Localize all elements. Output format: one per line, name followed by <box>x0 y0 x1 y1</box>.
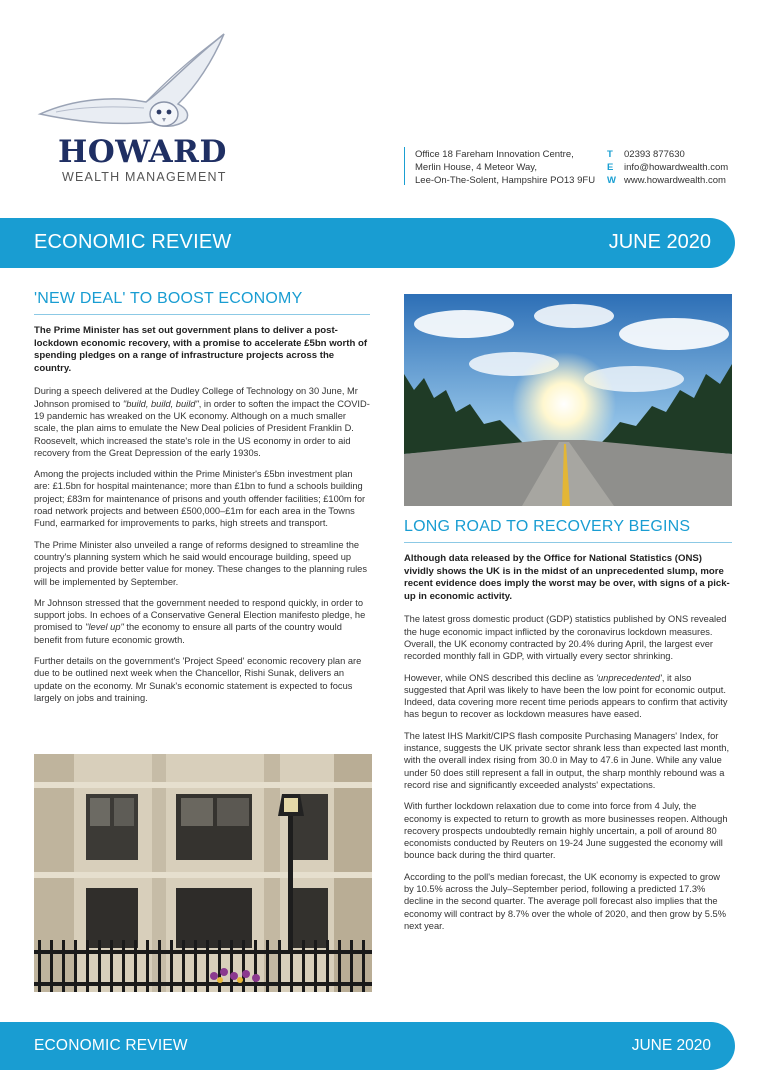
road-photo <box>404 294 732 506</box>
article-paragraph: However, while ONS described this decline as 'unprecedented', it also suggested that April was likely to have been the low point for economic output. Indeed, data covering more recent time periods appears to confirm that activity has begun to recover as lockdown measures have eased. <box>404 672 728 720</box>
article-paragraph: The Prime Minister also unveiled a range of reforms designed to streamline the country's planning system which he said would encourage building, speed up projects and provide better value for money. These changes to the planning rules will be implemented by September. <box>34 539 367 587</box>
company-logo <box>36 28 236 188</box>
article-long-road <box>404 294 732 941</box>
contact-key: E <box>607 162 614 174</box>
article-paragraph: Among the projects included within the Prime Minister's £5bn investment plan are: £1.5bn for hospital maintenance; more than £1bn to fund a schools building project; £83m for maintenance of prisons and youth offender facilities; £100m for road network projects and between £500,000–£1m for each area in the Towns Fund, earmarked for improvements to parks, high streets and transport. <box>34 469 366 529</box>
article-new-deal <box>34 290 370 713</box>
footer-date: JUNE 2020 <box>631 1037 711 1054</box>
article-paragraph: The latest gross domestic product (GDP) statistics published by ONS revealed the huge economic impact inflicted by the coronavirus lockdown measures. Overall, the UK economy contracted by 20.4% during April, the largest ever recorded monthly fall in GDP, with virtually every sector shrinking. <box>404 614 727 662</box>
article-paragraph: According to the poll's median forecast, the UK economy is expected to grow by 10.5% across the July–September period, following a predicted 17.3% decline in the second quarter. The average poll forecast also implies that the economy will contract by 8.7% over the whole of 2020, and then grow by 5.5% next year. <box>404 871 726 931</box>
contact-divider <box>404 147 405 185</box>
owl-icon <box>36 28 236 148</box>
article-paragraph: The latest IHS Markit/CIPS flash composite Purchasing Managers' Index, for instance, suggests the UK private sector shrank less than expected last month, with the overall index rising from 30.0 in May to 47.6 in June. While any value under 50 does still represent a fall in output, the sharp monthly rebound was a record rise and significantly exceeded analysts' expectations. <box>404 730 730 790</box>
banner-date: JUNE 2020 <box>608 231 711 253</box>
contact-email <box>607 161 728 174</box>
article-paragraph: Mr Johnson stressed that the government needed to respond quickly, in order to support jobs. In echoes of a Conservative General Election manifesto pledge, he promised to "level up" the economy to ensure all parts of the country would benefit from future economic growth. <box>34 597 366 645</box>
banner-title: ECONOMIC REVIEW <box>34 231 232 253</box>
article-heading: LONG ROAD TO RECOVERY BEGINS <box>404 518 732 543</box>
footer-title: ECONOMIC REVIEW <box>34 1037 188 1054</box>
contact-block <box>607 148 728 188</box>
brand-tagline: WEALTH MANAGEMENT <box>62 170 227 184</box>
contact-key: T <box>607 149 613 160</box>
article-heading: 'NEW DEAL' TO BOOST ECONOMY <box>34 290 370 315</box>
address-block <box>415 148 595 188</box>
email-link[interactable]: info@howardwealth.com <box>624 162 729 174</box>
contact-web <box>607 174 728 187</box>
contact-key: W <box>607 175 616 187</box>
address-line: Merlin House, 4 Meteor Way, <box>415 162 537 174</box>
top-banner <box>0 218 735 268</box>
article-paragraph: With further lockdown relaxation due to come into force from 4 July, the economy is expected to return to growth as more businesses reopen. Although recovery prospects undoubtedly remain highly uncertain, a poll of around 80 economists conducted by Reuters on 19-24 June suggested the economy will bounce back during the third quarter. <box>404 801 728 861</box>
address-line: Office 18 Fareham Innovation Centre, <box>415 149 574 160</box>
bottom-banner <box>0 1022 735 1070</box>
article-paragraph: Further details on the government's 'Project Speed' economic recovery plan are due to be outlined next week when the Chancellor, Rishi Sunak, delivers an update on the economy. Mr Sunak's economic statement is expected to focus largely on jobs and training. <box>34 656 362 703</box>
contact-phone <box>607 148 728 161</box>
address-line: Lee-On-The-Solent, Hampshire PO13 9FU <box>415 175 596 187</box>
article-paragraph: During a speech delivered at the Dudley College of Technology on 30 June, Mr Johnson promised to "build, build, build", in order to soften the impact the COVID-19 pandemic has wreaked on the UK economy. Although on a much smaller scale, the plan aims to emulate the New Deal policies of President Franklin D. Roosevelt, which increased the state's role in the US economy in order to aid recovery from the Great Depression of the early 1930s. <box>34 386 370 458</box>
brand-name: HOWARD <box>58 134 227 170</box>
article-lead: Although data released by the Office for National Statistics (ONS) vividly shows the UK is in the midst of an unprecedented slump, more recent evidence does imply the worst may be over, with signs of a pick-up in economic activity. <box>404 553 730 602</box>
website-link[interactable]: www.howardwealth.com <box>624 175 726 187</box>
phone-number[interactable]: 02393 877630 <box>624 149 685 160</box>
article-lead: The Prime Minister has set out government plans to deliver a post-lockdown economic recovery, with a promise to accelerate £5bn worth of spending pledges on a range of infrastructure projects across the country. <box>34 325 368 374</box>
building-photo <box>34 754 372 992</box>
